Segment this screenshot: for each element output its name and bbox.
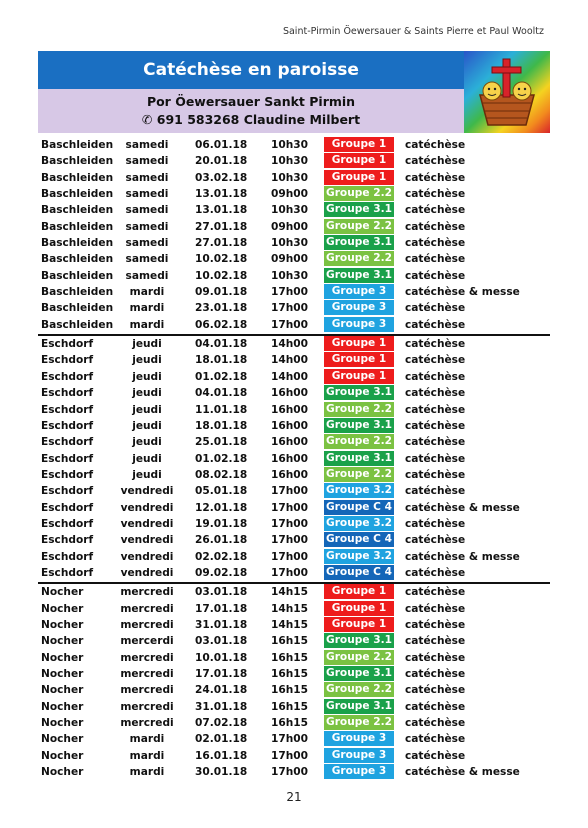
time-cell: 10h30: [271, 155, 309, 168]
group-badge: Groupe C 4: [325, 533, 393, 546]
activity-cell: catéchèse: [405, 338, 466, 351]
activity-cell: catéchèse: [405, 403, 466, 416]
time-cell: 10h30: [271, 269, 309, 282]
date-cell: 10.01.18: [195, 651, 248, 664]
schedule-table: [38, 137, 550, 780]
day-cell: mardi: [129, 318, 165, 331]
date-cell: 13.01.18: [195, 188, 248, 201]
time-cell: 10h30: [271, 204, 309, 217]
group-badge: Groupe 3.2: [324, 483, 394, 498]
place-cell: Eschdorf: [41, 354, 94, 367]
group-badge: Groupe 3: [324, 731, 394, 746]
date-cell: 02.01.18: [195, 733, 248, 746]
parish-name: Por Öewersauer Sankt Pirmin: [146, 94, 356, 109]
place-cell: Baschleiden: [41, 286, 114, 299]
date-cell: 27.01.18: [195, 220, 248, 233]
place-cell: Nocher: [41, 651, 84, 664]
table-row: [38, 532, 550, 548]
place-cell: Nocher: [41, 586, 84, 599]
table-row: [38, 617, 550, 633]
place-cell: Baschleiden: [41, 302, 114, 315]
date-cell: 12.01.18: [195, 501, 248, 514]
place-cell: Eschdorf: [41, 550, 94, 563]
table-row: [38, 682, 550, 698]
time-cell: 17h00: [271, 517, 309, 530]
group-badge: Groupe 2.2: [324, 682, 394, 697]
place-cell: Baschleiden: [41, 237, 114, 250]
group-badge: Groupe 3: [324, 748, 394, 763]
activity-cell: catéchèse: [405, 586, 466, 599]
table-row: [38, 500, 550, 516]
place-cell: Baschleiden: [41, 155, 114, 168]
page-number: 21: [286, 790, 302, 804]
table-row: [38, 467, 550, 483]
place-cell: Eschdorf: [41, 419, 94, 432]
time-cell: 14h00: [271, 338, 309, 351]
day-cell: samedi: [125, 269, 169, 282]
day-cell: mercredi: [120, 668, 174, 680]
day-cell: mercredi: [120, 700, 174, 713]
time-cell: 17h00: [271, 766, 309, 779]
activity-cell: catéchèse: [405, 635, 466, 648]
activity-cell: catéchèse: [405, 517, 466, 530]
time-cell: 16h15: [271, 700, 309, 713]
table-row: [38, 699, 550, 715]
place-cell: Nocher: [41, 733, 84, 746]
group-badge: Groupe 1: [324, 601, 394, 616]
table-row: [38, 251, 550, 267]
date-cell: 23.01.18: [195, 302, 248, 315]
table-row: [38, 219, 550, 235]
table-row: [38, 565, 550, 581]
place-cell: Eschdorf: [41, 485, 94, 498]
table-row: [38, 549, 550, 565]
table-row: [38, 601, 550, 617]
time-cell: 16h15: [271, 684, 309, 697]
group-badge: Groupe 3.1: [324, 666, 394, 681]
time-cell: 16h15: [271, 717, 309, 730]
group-badge: Groupe 2.2: [324, 715, 394, 730]
date-cell: 17.01.18: [195, 602, 248, 615]
date-cell: 24.01.18: [195, 684, 248, 697]
place-cell: Eschdorf: [41, 501, 94, 514]
activity-cell: catéchèse: [405, 419, 466, 432]
day-cell: samedi: [125, 188, 169, 201]
activity-cell: catéchèse & messe: [405, 286, 520, 299]
activity-cell: catéchèse: [405, 733, 466, 746]
day-cell: samedi: [125, 155, 169, 168]
day-cell: mardi: [129, 286, 165, 299]
day-cell: jeudi: [132, 468, 162, 481]
day-cell: mercerdi: [120, 635, 174, 648]
table-row: [38, 202, 550, 218]
activity-cell: catéchèse: [405, 468, 466, 481]
place-cell: Nocher: [41, 618, 84, 631]
time-cell: 16h00: [271, 436, 309, 449]
time-cell: 14h15: [271, 602, 309, 615]
group-badge: Groupe 1: [324, 584, 394, 599]
table-row: [38, 186, 550, 202]
group-badge: Groupe C 4: [325, 500, 393, 513]
group-badge: Groupe 3.1: [324, 451, 394, 466]
activity-cell: catéchèse: [405, 668, 466, 680]
place-cell: Eschdorf: [41, 517, 94, 530]
activity-cell: catéchèse: [405, 387, 466, 400]
time-cell: 16h15: [271, 635, 309, 648]
date-cell: 03.01.18: [195, 586, 248, 599]
time-cell: 17h00: [271, 566, 309, 579]
activity-cell: catéchèse & messe: [405, 550, 520, 563]
time-cell: 16h00: [271, 468, 309, 481]
group-badge: Groupe 3.1: [324, 418, 394, 433]
activity-cell: catéchèse: [405, 749, 466, 762]
activity-cell: catéchèse: [405, 302, 466, 315]
date-cell: 02.02.18: [195, 550, 248, 563]
place-cell: Eschdorf: [41, 452, 94, 465]
date-cell: 18.01.18: [195, 419, 248, 432]
table-row: [38, 666, 550, 682]
activity-cell: catéchèse: [405, 204, 466, 217]
contact-phone: ✆ 691 583268 Claudine Milbert: [141, 112, 361, 127]
group-badge: Groupe 3: [324, 764, 394, 779]
table-row: [38, 764, 550, 780]
day-cell: jeudi: [132, 403, 162, 416]
place-cell: Nocher: [41, 766, 84, 779]
group-badge: Groupe 3.1: [324, 235, 394, 250]
time-cell: 09h00: [271, 253, 309, 266]
place-cell: Baschleiden: [41, 220, 114, 233]
place-cell: Baschleiden: [41, 253, 114, 266]
activity-cell: catéchèse: [405, 155, 466, 168]
table-row: [38, 385, 550, 401]
place-cell: Baschleiden: [41, 188, 114, 201]
group-badge: Groupe 1: [324, 137, 394, 152]
date-cell: 19.01.18: [195, 517, 248, 530]
time-cell: 17h00: [271, 749, 309, 762]
date-cell: 01.02.18: [195, 452, 248, 465]
day-cell: mercredi: [120, 618, 174, 631]
place-cell: Nocher: [41, 684, 84, 697]
day-cell: vendredi: [120, 534, 174, 547]
date-cell: 11.01.18: [195, 403, 248, 416]
time-cell: 16h15: [271, 651, 309, 664]
day-cell: mardi: [129, 302, 165, 315]
activity-cell: catéchèse: [405, 618, 466, 631]
place-cell: Eschdorf: [41, 566, 94, 579]
time-cell: 16h15: [271, 668, 309, 680]
day-cell: vendredi: [120, 566, 174, 579]
time-cell: 10h30: [271, 171, 309, 184]
group-badge: Groupe 1: [324, 170, 394, 185]
place-cell: Eschdorf: [41, 468, 94, 481]
page-title: Catéchèse en paroisse: [38, 51, 464, 89]
group-badge: Groupe 3.2: [324, 516, 394, 531]
table-row: [38, 170, 550, 186]
time-cell: 16h00: [271, 403, 309, 416]
place-cell: Baschleiden: [41, 204, 114, 217]
activity-cell: catéchèse: [405, 700, 466, 713]
place-cell: Nocher: [41, 635, 84, 648]
date-cell: 16.01.18: [195, 749, 248, 762]
date-cell: 31.01.18: [195, 700, 248, 713]
date-cell: 27.01.18: [195, 237, 248, 250]
date-cell: 10.02.18: [195, 269, 248, 282]
group-badge: Groupe C 4: [325, 565, 393, 578]
day-cell: samedi: [125, 171, 169, 184]
table-row: [38, 748, 550, 764]
time-cell: 17h00: [271, 286, 309, 299]
date-cell: 04.01.18: [195, 387, 248, 400]
table-row: [38, 451, 550, 467]
day-cell: mercredi: [120, 586, 174, 599]
day-cell: samedi: [125, 220, 169, 233]
date-cell: 06.02.18: [195, 318, 248, 331]
table-row: [38, 731, 550, 747]
day-cell: jeudi: [132, 354, 162, 367]
group-badge: Groupe 2.2: [324, 186, 394, 201]
parish-contact-box: [38, 89, 464, 133]
group-badge: Groupe 3.1: [324, 202, 394, 217]
place-cell: Nocher: [41, 749, 84, 762]
activity-cell: catéchèse: [405, 534, 466, 547]
group-badge: Groupe 2.2: [324, 219, 394, 234]
day-cell: mercredi: [120, 717, 174, 730]
schedule-section: [38, 336, 550, 581]
time-cell: 14h00: [271, 370, 309, 383]
group-badge: Groupe 3.2: [324, 549, 394, 564]
time-cell: 14h00: [271, 354, 309, 367]
activity-cell: catéchèse: [405, 269, 466, 282]
group-badge: Groupe 1: [324, 617, 394, 632]
schedule-section: [38, 584, 550, 780]
place-cell: Baschleiden: [41, 139, 114, 151]
activity-cell: catéchèse & messe: [405, 501, 520, 514]
date-cell: 09.02.18: [195, 566, 248, 579]
table-row: [38, 483, 550, 499]
table-row: [38, 418, 550, 434]
date-cell: 13.01.18: [195, 204, 248, 217]
table-row: [38, 633, 550, 649]
table-row: [38, 284, 550, 300]
time-cell: 17h00: [271, 318, 309, 331]
place-cell: Eschdorf: [41, 403, 94, 416]
group-badge: Groupe 3.1: [324, 385, 394, 400]
day-cell: vendredi: [120, 485, 174, 498]
time-cell: 17h00: [271, 733, 309, 746]
place-cell: Baschleiden: [41, 318, 114, 331]
table-row: [38, 317, 550, 333]
day-cell: mardi: [129, 733, 165, 746]
group-badge: Groupe 2.2: [324, 402, 394, 417]
activity-cell: catéchèse: [405, 370, 466, 383]
date-cell: 31.01.18: [195, 618, 248, 631]
table-row: [38, 516, 550, 532]
day-cell: vendredi: [120, 501, 174, 514]
place-cell: Eschdorf: [41, 338, 94, 351]
time-cell: 14h15: [271, 618, 309, 631]
date-cell: 03.02.18: [195, 171, 248, 184]
date-cell: 25.01.18: [195, 436, 248, 449]
activity-cell: catéchèse: [405, 171, 466, 184]
day-cell: mercredi: [120, 651, 174, 664]
time-cell: 17h00: [271, 550, 309, 563]
date-cell: 17.01.18: [195, 668, 248, 680]
date-cell: 18.01.18: [195, 354, 248, 367]
activity-cell: catéchèse: [405, 684, 466, 697]
table-row: [38, 715, 550, 731]
group-badge: Groupe 3.1: [324, 699, 394, 714]
place-cell: Nocher: [41, 700, 84, 713]
activity-cell: catéchèse: [405, 188, 466, 201]
day-cell: mardi: [129, 749, 165, 762]
date-cell: 26.01.18: [195, 534, 248, 547]
group-badge: Groupe 1: [324, 352, 394, 367]
place-cell: Baschleiden: [41, 269, 114, 282]
table-row: [38, 268, 550, 284]
group-badge: Groupe 1: [324, 369, 394, 384]
date-cell: 08.02.18: [195, 468, 248, 481]
time-cell: 17h00: [271, 485, 309, 498]
day-cell: samedi: [125, 253, 169, 266]
date-cell: 30.01.18: [195, 766, 248, 779]
activity-cell: catéchèse & messe: [405, 766, 520, 779]
table-row: [38, 235, 550, 251]
time-cell: 09h00: [271, 188, 309, 201]
day-cell: samedi: [125, 237, 169, 250]
table-row: [38, 137, 550, 153]
place-cell: Eschdorf: [41, 534, 94, 547]
table-row: [38, 300, 550, 316]
table-row: [38, 352, 550, 368]
activity-cell: catéchèse: [405, 318, 466, 331]
group-badge: Groupe 3: [324, 300, 394, 315]
day-cell: jeudi: [132, 419, 162, 432]
activity-cell: catéchèse: [405, 602, 466, 615]
day-cell: mercredi: [120, 602, 174, 615]
time-cell: 14h15: [271, 586, 309, 599]
time-cell: 17h00: [271, 302, 309, 315]
activity-cell: catéchèse: [405, 253, 466, 266]
activity-cell: catéchèse: [405, 139, 466, 151]
group-badge: Groupe 3.1: [324, 633, 394, 648]
date-cell: 01.02.18: [195, 370, 248, 383]
place-cell: Eschdorf: [41, 370, 94, 383]
activity-cell: catéchèse: [405, 220, 466, 233]
time-cell: 17h00: [271, 501, 309, 514]
group-badge: Groupe 2.2: [324, 251, 394, 266]
group-badge: Groupe 3: [324, 284, 394, 299]
activity-cell: catéchèse: [405, 354, 466, 367]
table-row: [38, 584, 550, 600]
place-cell: Baschleiden: [41, 171, 114, 184]
place-cell: Nocher: [41, 717, 84, 730]
activity-cell: catéchèse: [405, 485, 466, 498]
time-cell: 17h00: [271, 534, 309, 547]
activity-cell: catéchèse: [405, 651, 466, 664]
activity-cell: catéchèse: [405, 436, 466, 449]
table-row: [38, 434, 550, 450]
date-cell: 06.01.18: [195, 139, 248, 151]
date-cell: 05.01.18: [195, 485, 248, 498]
time-cell: 16h00: [271, 419, 309, 432]
table-row: [38, 402, 550, 418]
group-badge: Groupe 3.1: [324, 268, 394, 283]
group-badge: Groupe 3: [324, 317, 394, 332]
date-cell: 04.01.18: [195, 338, 248, 351]
time-cell: 16h00: [271, 387, 309, 400]
group-badge: Groupe 1: [324, 153, 394, 168]
date-cell: 07.02.18: [195, 717, 248, 730]
time-cell: 16h00: [271, 452, 309, 465]
day-cell: samedi: [125, 204, 169, 217]
time-cell: 10h30: [271, 139, 309, 151]
date-cell: 10.02.18: [195, 253, 248, 266]
place-cell: Nocher: [41, 602, 84, 615]
place-cell: Eschdorf: [41, 436, 94, 449]
activity-cell: catéchèse: [405, 566, 466, 579]
date-cell: 03.01.18: [195, 635, 248, 648]
group-badge: Groupe 2.2: [324, 434, 394, 449]
activity-cell: catéchèse: [405, 717, 466, 730]
activity-cell: catéchèse: [405, 452, 466, 465]
table-row: [38, 153, 550, 169]
time-cell: 09h00: [271, 220, 309, 233]
table-row: [38, 336, 550, 352]
group-badge: Groupe 2.2: [324, 650, 394, 665]
day-cell: vendredi: [120, 550, 174, 563]
date-cell: 09.01.18: [195, 286, 248, 299]
day-cell: jeudi: [132, 436, 162, 449]
activity-cell: catéchèse: [405, 237, 466, 250]
place-cell: Nocher: [41, 668, 84, 680]
catechesis-logo: [464, 51, 550, 133]
group-badge: Groupe 2.2: [324, 467, 394, 482]
table-row: [38, 650, 550, 666]
running-header: Saint-Pirmin Öewersauer & Saints Pierre et Paul Wooltz: [282, 26, 544, 37]
day-cell: mercredi: [120, 684, 174, 697]
day-cell: jeudi: [132, 452, 162, 465]
day-cell: mardi: [129, 766, 165, 779]
day-cell: vendredi: [120, 517, 174, 530]
day-cell: jeudi: [132, 370, 162, 383]
group-badge: Groupe 1: [324, 336, 394, 351]
table-row: [38, 369, 550, 385]
day-cell: jeudi: [132, 387, 162, 400]
date-cell: 20.01.18: [195, 155, 248, 168]
schedule-section: [38, 137, 550, 333]
time-cell: 10h30: [271, 237, 309, 250]
place-cell: Eschdorf: [41, 387, 94, 400]
day-cell: jeudi: [132, 338, 162, 351]
day-cell: samedi: [125, 139, 169, 151]
